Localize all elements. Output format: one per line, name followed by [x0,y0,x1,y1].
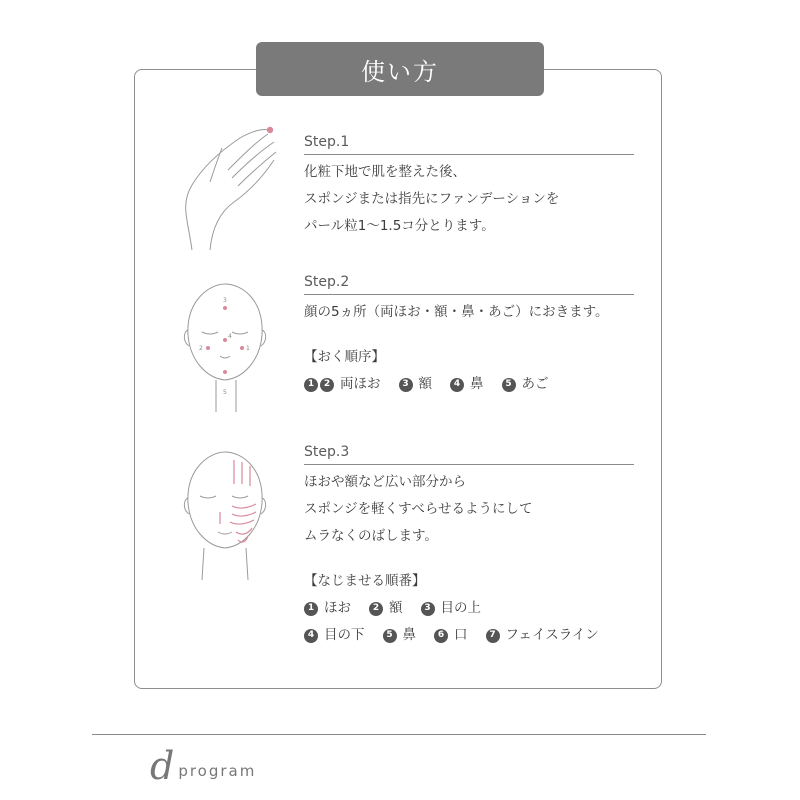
face-points-illustration [180,280,270,415]
step-divider [304,464,634,465]
blending-order-row-2 [304,622,634,649]
hand-illustration [170,120,285,255]
number-badge: 3 [421,602,435,616]
brand-name: program [178,762,257,780]
order-item: 1 ほお [304,595,351,622]
brand-logo [150,744,257,788]
diagram-label: 1 [246,345,250,352]
step-3 [304,442,634,649]
step-label: Step.1 [304,134,350,150]
order-item: 6 口 [434,622,468,649]
step-text: ムラなくのばします。 [304,528,438,544]
step-label: Step.2 [304,274,350,290]
order-item: 2 額 [369,595,403,622]
number-badge: 3 [399,378,413,392]
face-blending-illustration [180,448,270,583]
number-badge: 1 [304,378,318,392]
order-heading: 【なじませる順番】 [304,573,426,589]
brand-mark: d [150,744,175,788]
number-badge: 6 [434,629,448,643]
step-1 [304,132,634,240]
diagram-label: 4 [228,333,232,340]
number-badge: 4 [450,378,464,392]
number-badge: 4 [304,629,318,643]
order-item: 7 フェイスライン [486,622,599,649]
step-label: Step.3 [304,444,350,460]
number-badge: 5 [383,629,397,643]
placement-order [304,371,634,398]
number-badge: 1 [304,602,318,616]
step-text: スポンジまたは指先にファンデーションを [304,191,560,207]
number-badge: 2 [320,378,334,392]
step-text: スポンジを軽くすべらせるようにして [304,501,533,517]
step-text: 顔の5ヵ所（両ほお・額・鼻・あご）におきます。 [304,304,609,320]
order-item: 4 鼻 [450,371,484,398]
step-text: パール粒1〜1.5コ分とります。 [304,218,495,234]
order-item: 5 あご [502,371,549,398]
step-text: ほおや額など広い部分から [304,474,466,490]
number-badge: 2 [369,602,383,616]
step-divider [304,154,634,155]
order-item: 1 2 両ほお [304,371,381,398]
order-item: 5 鼻 [383,622,417,649]
step-2 [304,272,634,398]
footer-divider [92,734,706,735]
number-badge: 5 [502,378,516,392]
order-item: 3 目の上 [421,595,482,622]
order-item: 3 額 [399,371,433,398]
blending-order-row-1 [304,595,634,622]
step-text: 化粧下地で肌を整えた後、 [304,164,466,180]
diagram-label: 5 [223,389,227,396]
step-divider [304,294,634,295]
order-heading: 【おく順序】 [304,349,385,365]
number-badge: 7 [486,629,500,643]
diagram-label: 3 [223,297,227,304]
order-item: 4 目の下 [304,622,365,649]
diagram-label: 2 [199,345,203,352]
page-title: 使い方 [256,42,544,96]
